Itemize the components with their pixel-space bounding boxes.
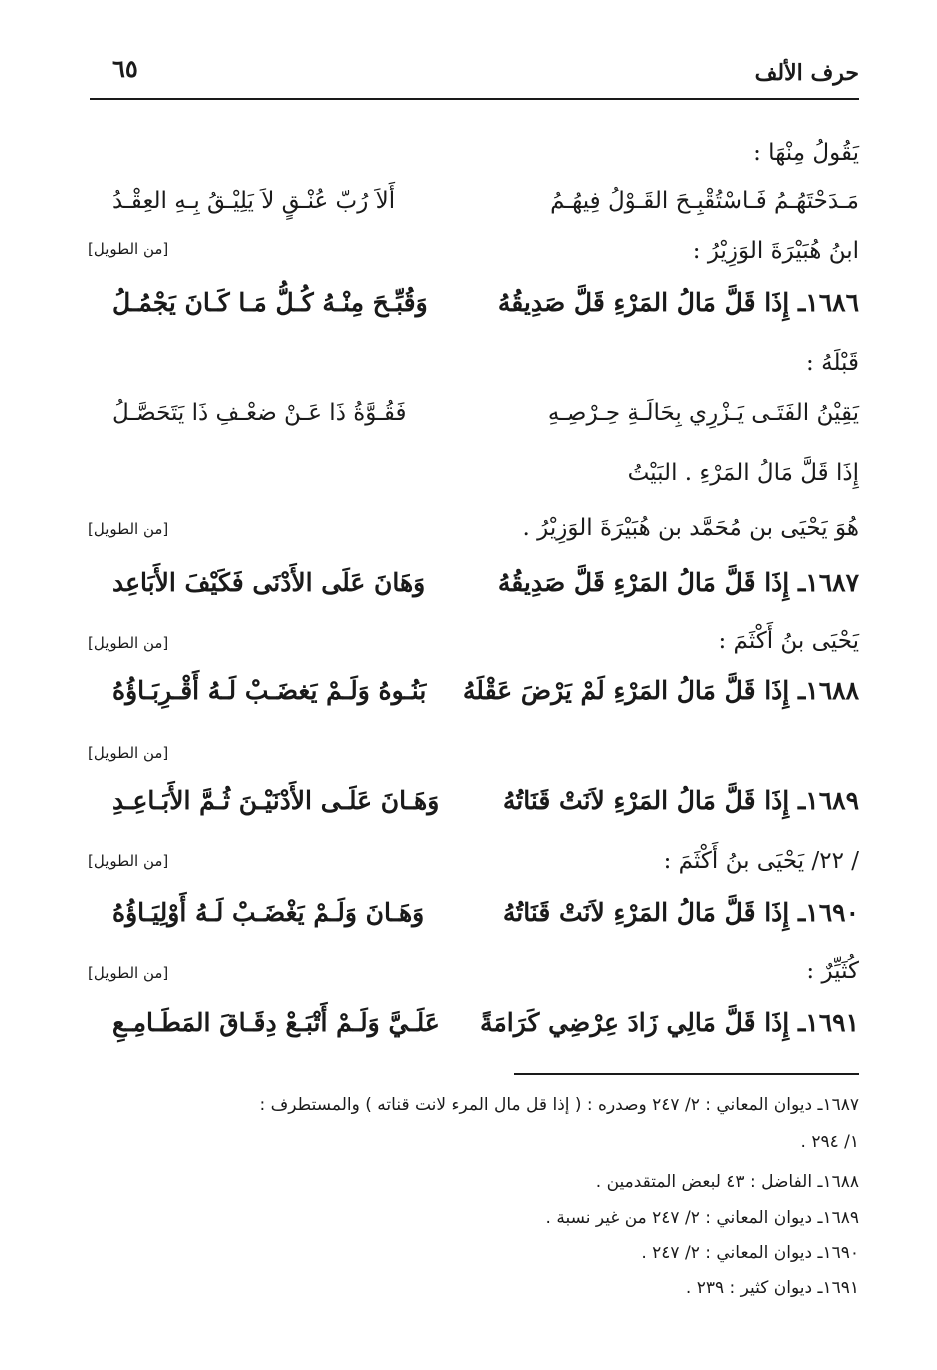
verse-second-hemistich: أَلاَ رُبّ عُنْـقٍ لاَ يَلِيْـقُ بِـهِ العِقْـدُ [112, 188, 396, 214]
footnote: ١٦٩١ـ ديوان كثير : ٢٣٩ . [685, 1278, 859, 1298]
poet-name: / ٢٢/ يَحْيَى بنُ أَكْثَمَ : [663, 848, 859, 874]
verse-second-hemistich: عَلَـيَّ وَلَـمْ أَتْبَـعْ دِقَـاقَ المَطَـامِـعِ [112, 1008, 440, 1037]
meter-label: [من الطويل] [88, 964, 169, 982]
poet-name: ابنُ هُبَيْرَةَ الوَزِيْرُ : [692, 238, 859, 264]
verse-first-hemistich: ١٦٨٨ـ إِذَا قَلَّ مَالُ المَرْءِ لَمْ يَرْضَ عَقْلَهُ [462, 676, 859, 705]
footnote: ١٦٨٩ـ ديوان المعاني : ٢/ ٢٤٧ من غير نسبة . [545, 1208, 859, 1228]
verse-second-hemistich: فَقُـوَّةُ ذَا عَـنْ ضعْـفِ ذَا يَتَحَصَّـلُ [112, 400, 407, 426]
poet-name: هُوَ يَحْيَى بن مُحَمَّد بن هُبَيْرَةَ الوَزِيْرُ . [522, 515, 859, 541]
chapter-title: حرف الألف [754, 60, 859, 86]
verse-second-hemistich: وَقُبِّـحَ مِنْـهُ كُـلُّ مَـا كَـانَ يَجْمُـلُ [112, 288, 428, 317]
meter-label: [من الطويل] [88, 852, 169, 870]
intro-line: قَبْلَهُ : [806, 350, 859, 376]
verse-first-hemistich: ١٦٨٦ـ إِذَا قَلَّ مَالُ المَرْءِ قَلَّ صَدِيقُهُ [497, 288, 859, 317]
meter-label: [من الطويل] [88, 240, 169, 258]
page-number: ٦٥ [112, 54, 138, 83]
poet-name: كُثَيِّرٌ : [806, 958, 859, 984]
footnote-divider [514, 1073, 859, 1075]
note-line: إِذَا قَلَّ مَالُ المَرْءِ . البَيْتُ [627, 460, 859, 486]
verse-first-hemistich: مَـدَحْتَهُـمُ فَـاسْتُقْبِـحَ القَـوْلُ فِيهُـمُ [550, 188, 859, 214]
footnote: ١٦٩٠ـ ديوان المعاني : ٢/ ٢٤٧ . [641, 1243, 859, 1263]
meter-label: [من الطويل] [88, 744, 169, 762]
intro-line: يَقُولُ مِنْهَا : [753, 140, 859, 166]
verse-second-hemistich: بَنُـوهُ وَلَـمْ يَغضَـبْ لَـهُ أَقْـرِبَـاؤُهُ [112, 676, 427, 705]
footnote-continuation: ١/ ٢٩٤ . [800, 1132, 859, 1152]
verse-first-hemistich: ١٦٩١ـ إِذَا قَلَّ مَالِي زَادَ عِرْضِي كَرَامَةً [480, 1008, 859, 1037]
verse-first-hemistich: ١٦٨٩ـ إِذَا قَلَّ مَالُ المَرْءِ لاَنَتْ قَنَاتُهُ [502, 786, 859, 815]
verse-second-hemistich: وَهَـانَ عَلَـى الأَدْنَيْـنَ ثُـمَّ الأَبَـاعِـدِ [112, 786, 440, 815]
poet-name: يَحْيَى بنُ أَكْثَمَ : [718, 628, 859, 654]
header-divider [90, 98, 859, 100]
verse-second-hemistich: وَهَانَ عَلَى الأَدْنَى فَكَيْفَ الأَبَاعِد [112, 568, 426, 597]
verse-second-hemistich: وَهَـانَ وَلَـمْ يَغْضَـبْ لَـهُ أَوْلِيَـاؤُهُ [112, 898, 425, 927]
verse-first-hemistich: ١٦٩٠ـ إِذَا قَلَّ مَالُ المَرْءِ لاَنَتْ قَنَاتُهُ [502, 898, 859, 927]
footnote: ١٦٨٧ـ ديوان المعاني : ٢/ ٢٤٧ وصدره : ( إذا قل مال المرء لانت قناته ) والمستطرف : [259, 1095, 859, 1115]
meter-label: [من الطويل] [88, 634, 169, 652]
meter-label: [من الطويل] [88, 520, 169, 538]
verse-first-hemistich: يَقِيْنُ الفَتَـى يَـزْرِي بِحَالَـةِ حِـرْصِـهِ [547, 400, 859, 426]
verse-first-hemistich: ١٦٨٧ـ إِذَا قَلَّ مَالُ المَرْءِ قَلَّ صَدِيقُهُ [497, 568, 859, 597]
footnote: ١٦٨٨ـ الفاضل : ٤٣ لبعض المتقدمين . [595, 1172, 859, 1192]
